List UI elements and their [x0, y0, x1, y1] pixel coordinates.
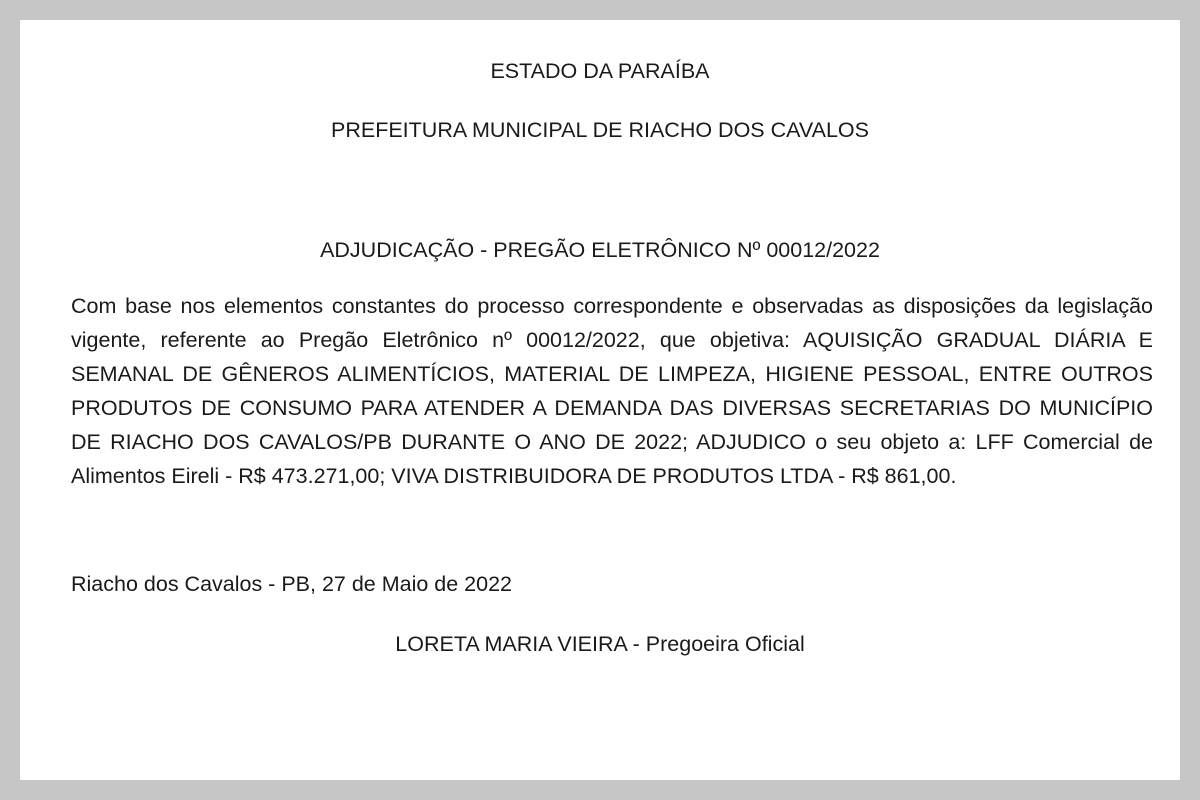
signature: LORETA MARIA VIEIRA - Pregoeira Oficial [395, 632, 805, 656]
state-name: ESTADO DA PARAÍBA [490, 59, 710, 83]
document-page [20, 20, 1180, 780]
prefeitura-name: PREFEITURA MUNICIPAL DE RIACHO DOS CAVALOS [331, 118, 869, 142]
document-title: ADJUDICAÇÃO - PREGÃO ELETRÔNICO Nº 00012/2022 [320, 238, 880, 262]
dateline: Riacho dos Cavalos - PB, 27 de Maio de 2022 [71, 572, 513, 596]
document-body: Com base nos elementos constantes do processo correspondente e observadas as disposições da legislação vigente, referente ao Pregão Eletrônico nº 00012/2022, que objetiva: AQUISIÇÃO GRADUAL DIÁRIA E SEMANAL DE GÊNEROS ALIMENTÍCIOS, MATERIAL DE LIMPEZA, HIGIENE PESSOAL, ENTRE OUTROS PRODUTOS DE CONSUMO PARA ATENDER A DEMANDA DAS DIVERSAS SECRETARIAS DO MUNICÍPIO DE RIACHO DOS CAVALOS/PB DURANTE O ANO DE 2022; ADJUDICO o seu objeto a: LFF Comercial de Alimentos Eireli - R$ 473.271,00; VIVA DISTRIBUIDORA DE PRODUTOS LTDA - R$ 861,00. [71, 294, 1153, 488]
